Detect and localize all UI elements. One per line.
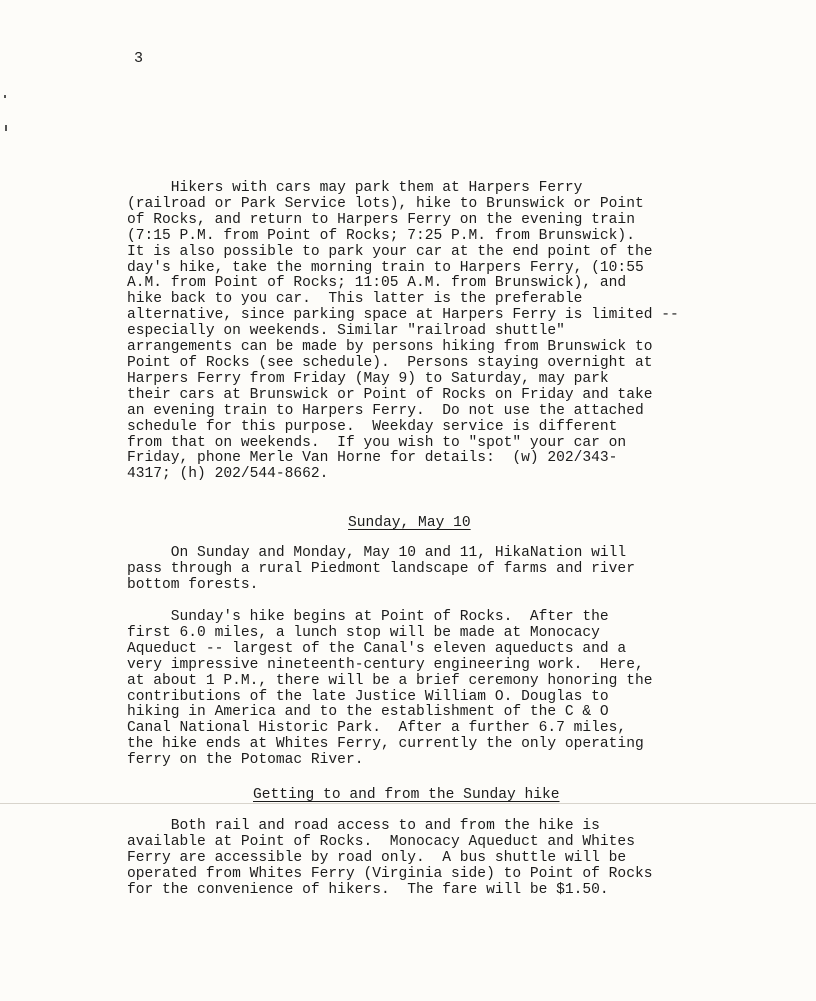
text-line: (railroad or Park Service lots), hike to Brunswick or Point bbox=[127, 195, 644, 212]
text-line: operated from Whites Ferry (Virginia side) to Point of Rocks bbox=[127, 865, 653, 882]
paragraph-sunday-hike bbox=[127, 610, 737, 769]
text-line: Aqueduct -- largest of the Canal's eleven aqueducts and a bbox=[127, 640, 627, 657]
paper-fold-line bbox=[0, 803, 816, 804]
text-line: On Sunday and Monday, May 10 and 11, HikaNation will bbox=[127, 545, 627, 561]
margin-tick-mark bbox=[4, 95, 6, 98]
text-line: very impressive nineteenth-century engineering work. Here, bbox=[127, 656, 644, 673]
text-line: Friday, phone Merle Van Horne for details: (w) 202/343- bbox=[127, 450, 618, 467]
text-line: bottom forests. bbox=[127, 576, 259, 593]
text-line: an evening train to Harpers Ferry. Do not use the attached bbox=[127, 402, 644, 419]
text-line: arrangements can be made by persons hiking from Brunswick to bbox=[127, 339, 653, 356]
page-number: 3 bbox=[134, 50, 144, 67]
paragraph-access bbox=[127, 819, 737, 899]
margin-tick-mark bbox=[5, 125, 7, 131]
text-line: first 6.0 miles, a lunch stop will be made at Monocacy bbox=[127, 624, 600, 641]
text-line: of Rocks, and return to Harpers Ferry on the evening train bbox=[127, 211, 635, 228]
text-line: 4317; (h) 202/544-8662. bbox=[127, 466, 329, 483]
text-line: available at Point of Rocks. Monocacy Aqueduct and Whites bbox=[127, 833, 635, 850]
text-line: schedule for this purpose. Weekday service is different bbox=[127, 418, 618, 435]
text-line: Sunday's hike begins at Point of Rocks. After the bbox=[127, 609, 609, 625]
text-line: (7:15 P.M. from Point of Rocks; 7:25 P.M. from Brunswick). bbox=[127, 227, 635, 244]
text-line: from that on weekends. If you wish to "spot" your car on bbox=[127, 434, 627, 451]
text-line: Harpers Ferry from Friday (May 9) to Saturday, may park bbox=[127, 370, 609, 387]
text-line: It is also possible to park your car at the end point of the bbox=[127, 243, 653, 260]
heading-sunday-may-10: Sunday, May 10 bbox=[348, 515, 471, 531]
text-line: alternative, since parking space at Harpers Ferry is limited -- bbox=[127, 307, 679, 324]
text-line: Hikers with cars may park them at Harpers Ferry bbox=[127, 180, 583, 196]
paragraph-parking bbox=[127, 181, 737, 483]
text-line: day's hike, take the morning train to Harpers Ferry, (10:55 bbox=[127, 259, 644, 276]
heading-getting-to-and-from: Getting to and from the Sunday hike bbox=[253, 787, 560, 803]
text-line: contributions of the late Justice William O. Douglas to bbox=[127, 688, 609, 705]
text-line: hike back to you car. This latter is the preferable bbox=[127, 291, 583, 308]
text-line: for the convenience of hikers. The fare will be $1.50. bbox=[127, 881, 609, 898]
text-line: pass through a rural Piedmont landscape of farms and river bbox=[127, 560, 635, 577]
text-line: Point of Rocks (see schedule). Persons staying overnight at bbox=[127, 354, 653, 371]
text-line: their cars at Brunswick or Point of Rocks on Friday and take bbox=[127, 386, 653, 403]
text-line: A.M. from Point of Rocks; 11:05 A.M. from Brunswick), and bbox=[127, 275, 627, 292]
text-line: hiking in America and to the establishment of the C & O bbox=[127, 704, 609, 721]
text-line: the hike ends at Whites Ferry, currently the only operating bbox=[127, 736, 644, 753]
text-line: Both rail and road access to and from the hike is bbox=[127, 818, 600, 834]
text-line: ferry on the Potomac River. bbox=[127, 752, 364, 769]
text-line: especially on weekends. Similar "railroad shuttle" bbox=[127, 323, 565, 340]
text-line: Canal National Historic Park. After a further 6.7 miles, bbox=[127, 720, 627, 737]
paragraph-sunday-monday bbox=[127, 546, 737, 594]
text-line: at about 1 P.M., there will be a brief ceremony honoring the bbox=[127, 672, 653, 689]
text-line: Ferry are accessible by road only. A bus shuttle will be bbox=[127, 849, 627, 866]
